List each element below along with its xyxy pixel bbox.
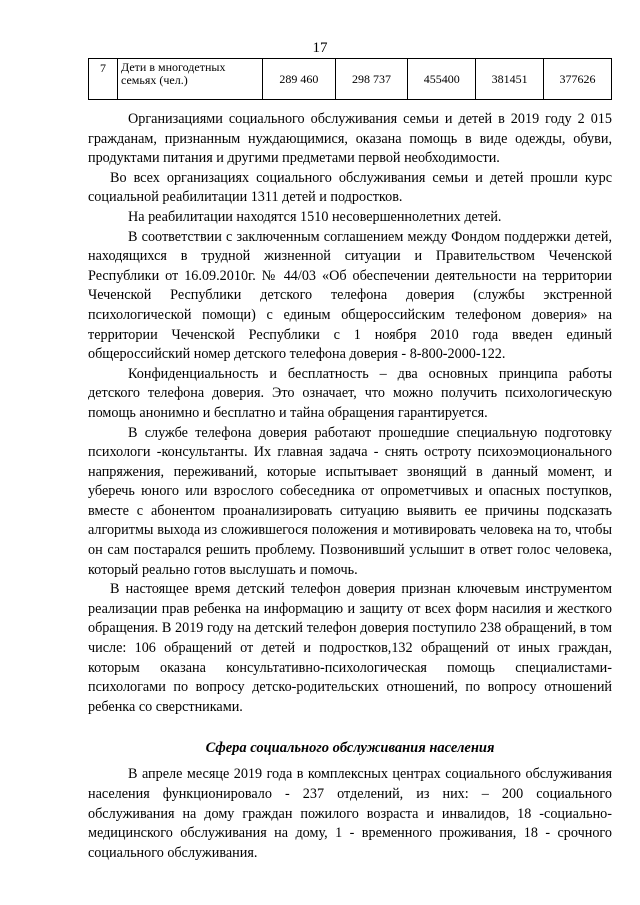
statistics-table [88, 58, 612, 100]
table-cell: 455400 [408, 59, 476, 100]
table-cell: 298 737 [335, 59, 408, 100]
table-cell: 289 460 [263, 59, 336, 100]
table-row [89, 59, 612, 100]
table-cell: 377626 [544, 59, 612, 100]
table-cell: 381451 [476, 59, 544, 100]
paragraph: В апреле месяце 2019 года в комплексных центрах социального обслуживания населения функционировало - 237 отделений, из них: – 200 социального обслуживания на дому граждан пожилого возраста и инвалидов, 18 -социально-медицинского обслуживания на дому, 1 - временного проживания, 18 - срочного социального обслуживания. [88, 766, 612, 861]
paragraph: Во всех организациях социального обслуживания семьи и детей прошли курс социальной реабилитации 1311 детей и подростков. [88, 169, 612, 206]
paragraph: Конфиденциальность и бесплатность – два основных принципа работы детского телефона доверия. Это означает, что можно получить психологическую помощь анонимно и бесплатно и тайна обращения гарантируется. [88, 365, 612, 421]
document-body [88, 110, 612, 863]
row-label: Дети в многодетных семьях (чел.) [118, 59, 263, 100]
paragraph: Организациями социального обслуживания семьи и детей в 2019 году 2 015 гражданам, признанным нуждающимися, оказана помощь в виде одежды, обуви, продуктами питания и другими предметами первой необходимости. [88, 111, 612, 167]
section-title: Сфера социального обслуживания населения [205, 740, 495, 757]
paragraph: В соответствии с заключенным соглашением между Фондом поддержки детей, находящихся в трудной жизненной ситуации и Правительством Чеченской Республики от 16.09.2010г. № 44/03 «Об обеспечении деятельности на территории Чеченской Республики детского телефона доверия (службы экстренной психологической помощи) с единым общероссийским телефоном доверия» на территории Чеченской Республики с 1 ноября 2010 года введен единый общероссийский номер детского телефона доверия - 8-800-2000-122. [88, 228, 612, 363]
paragraph: В настоящее время детский телефон доверия признан ключевым инструментом реализации прав ребенка на информацию и защиту от всех форм насилия и жесткого обращения. В 2019 году на детский телефон доверия поступило 238 обращений, в том числе: 106 обращений от детей и подростков,132 обращений от иных граждан, которым оказана консультативно-психологическая помощь специалистами-психологами по вопросу детско-родительских отношений, по вопросу отношений ребенка со сверстниками. [88, 581, 612, 715]
page-number: 17 [312, 40, 328, 56]
row-index: 7 [89, 59, 118, 100]
paragraph: На реабилитации находятся 1510 несовершеннолетних детей. [128, 208, 502, 225]
paragraph: В службе телефона доверия работают прошедшие специальную подготовку психологи -консультанты. Их главная задача - снять остроту психоэмоционального напряжения, переживаний, которые испытывает звонящий в данный момент, и уберечь юного или взрослого собеседника от опрометчивых и опасных поступков, вместе с абонентом проанализировать ситуацию выявить ее причины подсказать алгоритмы выхода из сложившегося положения и мотивировать человека на то, чтобы он сам постарался решить проблему. Позвонивший услышит в ответ голос человека, который реально готов выслушать и помочь. [88, 424, 612, 578]
